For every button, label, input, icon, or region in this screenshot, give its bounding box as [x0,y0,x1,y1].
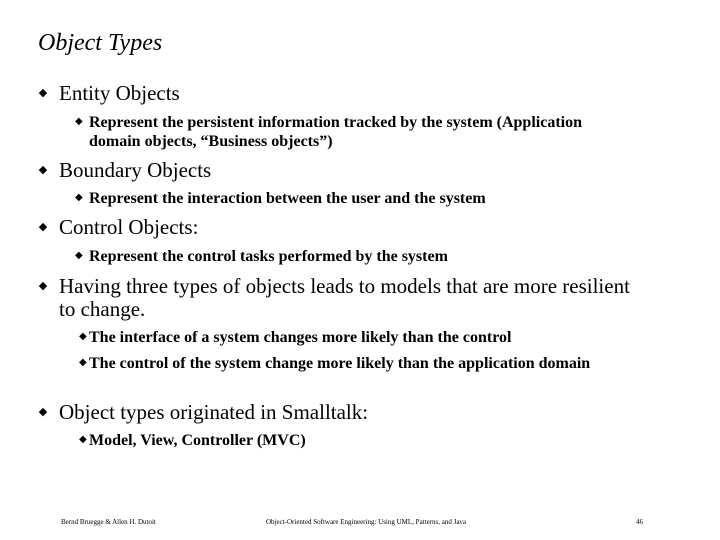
bullet-control-objects [38,216,669,239]
bullet-smalltalk [38,401,669,424]
bullet-text: Entity Objects [59,81,180,105]
sub-bullet-text: Represent the control tasks performed by the system [89,248,448,265]
diamond-sub-bullet-icon: ◆ [79,331,87,342]
diamond-sub-bullet-icon: ◆ [75,192,83,203]
bullet-three-types [38,275,649,321]
sub-bullet-text: The interface of a system changes more likely than the control [89,329,512,346]
bullet-text: Having three types of objects leads to models that are more resilient to change. [59,274,630,321]
diamond-bullet-icon: ◆ [38,164,48,176]
diamond-sub-bullet-icon: ◆ [79,357,87,368]
diamond-sub-bullet-icon: ◆ [75,250,83,261]
bullet-boundary-objects [38,159,669,182]
diamond-bullet-icon: ◆ [38,221,48,233]
diamond-sub-bullet-icon: ◆ [79,434,87,445]
bullet-entity-objects [38,82,669,105]
footer-authors: Bernd Bruegge & Allen H. Dutoit [61,518,156,526]
bullet-text: Boundary Objects [59,158,212,182]
footer-page-number: 46 [636,518,643,526]
sub-bullet-text: The control of the system change more likely than the application domain [89,355,591,372]
footer-book-title: Object-Oriented Software Engineering: Using UML, Patterns, and Java [266,518,467,526]
slide-title: Object Types [38,30,163,56]
sub-bullet [79,328,659,347]
sub-bullet [79,431,679,450]
sub-bullet [75,189,679,208]
sub-bullet [79,354,659,373]
diamond-sub-bullet-icon: ◆ [75,116,83,127]
diamond-bullet-icon: ◆ [38,406,48,418]
sub-bullet-text: Represent the persistent information tracked by the system (Application domain objects, “Business objects”) [89,114,582,150]
diamond-bullet-icon: ◆ [38,87,48,99]
bullet-text: Object types originated in Smalltalk: [59,400,369,424]
sub-bullet [75,247,679,266]
bullet-text: Control Objects: [59,215,199,239]
sub-bullet [75,113,609,151]
sub-bullet-text: Model, View, Controller (MVC) [89,432,306,449]
diamond-bullet-icon: ◆ [38,280,48,292]
sub-bullet-text: Represent the interaction between the user and the system [89,190,486,207]
